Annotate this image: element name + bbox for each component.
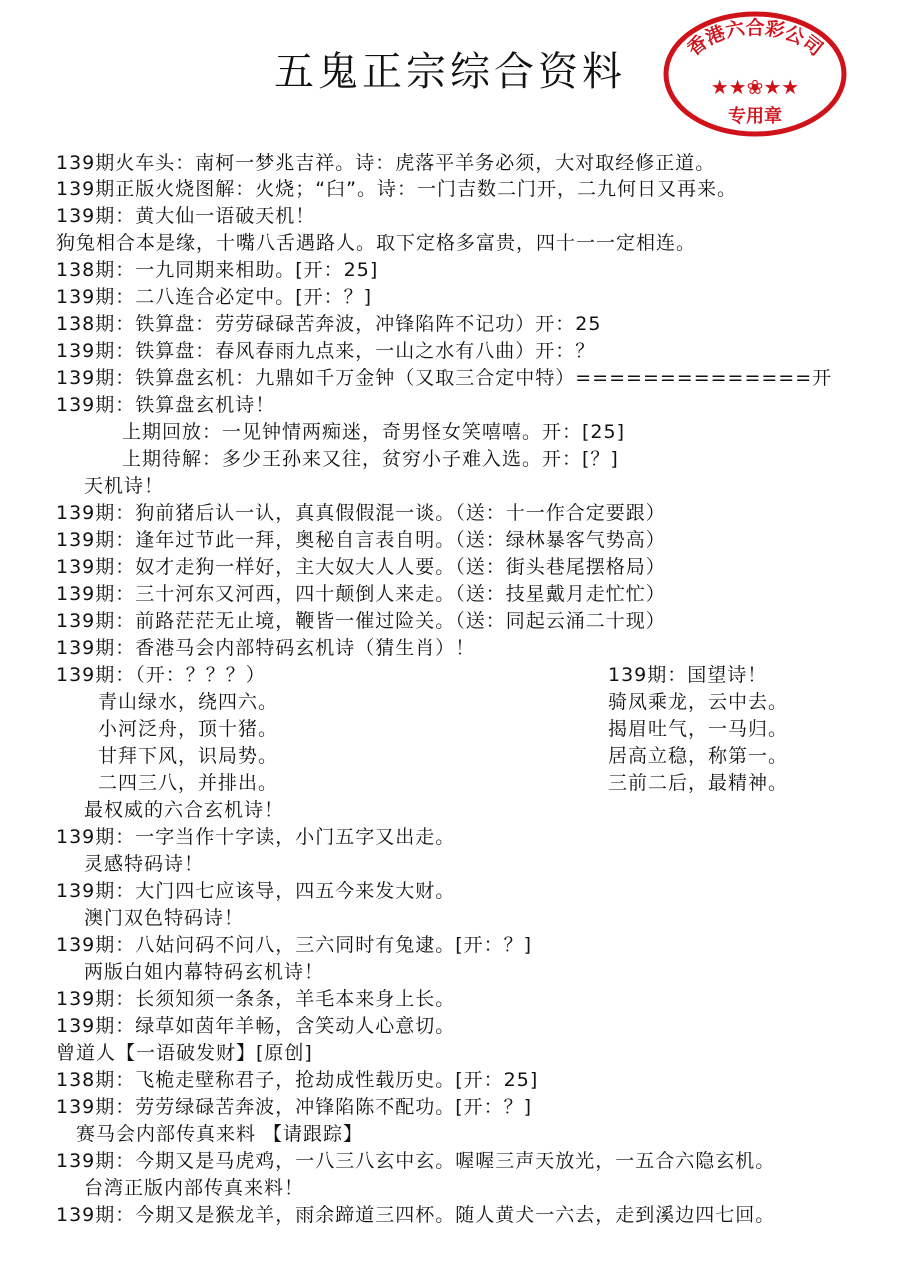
text-line: 二四三八，并排出。	[98, 772, 279, 794]
text-line: 最权威的六合玄机诗！	[84, 799, 285, 821]
text-line: 139期：前路茫茫无止境，鞭皆一催过险关。（送：同起云涌二十现）	[56, 610, 666, 632]
text-line: 上期回放：一见钟情两痴迷，奇男怪女笑嘻嘻。开：[25]	[122, 421, 626, 443]
text-line: 139期：铁算盘玄机诗！	[56, 394, 276, 416]
text-line: 赛马会内部传真来料 【请跟踪】	[76, 1123, 364, 1145]
text-line: 澳门双色特码诗！	[84, 907, 245, 929]
text-line: 139期火车头：南柯一梦兆吉祥。诗：虎落平羊务必须，大对取经修正道。	[56, 152, 716, 174]
text-line: 灵感特码诗！	[84, 853, 205, 875]
text-line: 天机诗！	[84, 475, 165, 497]
text-line: 139期：一字当作十字读，小门五字又出走。	[56, 826, 456, 848]
text-line: 揭眉吐气，一马归。	[608, 718, 789, 740]
text-line: 上期待解：多少王孙来又往，贫穷小子难入选。开：[？]	[122, 448, 619, 470]
text-line: 139期：二八连合必定中。[开：？]	[56, 286, 373, 308]
text-line: 139期：铁算盘玄机：九鼎如千万金钟（又取三合定中特）==============开	[56, 367, 833, 389]
text-line: 居高立稳，称第一。	[608, 745, 789, 767]
text-line: 138期：飞桅走壁称君子，抢劫成性载历史。[开：25]	[56, 1069, 539, 1091]
text-line: 139期：今期又是马虎鸡，一八三八玄中玄。喔喔三声天放光，一五合六隐玄机。	[56, 1150, 776, 1172]
text-line: 139期：绿草如茵年羊畅，含笑动人心意切。	[56, 1015, 456, 1037]
text-line: 两版白姐内幕特码玄机诗！	[84, 961, 325, 983]
text-line: 139期：大门四七应该导，四五今来发大财。	[56, 880, 456, 902]
text-line: 139期：长须知须一条条，羊毛本来身上长。	[56, 988, 456, 1010]
text-line: 骑凤乘龙，云中去。	[608, 691, 789, 713]
text-line: 台湾正版内部传真来料！	[84, 1177, 305, 1199]
text-line: 青山绿水，绕四六。	[98, 691, 279, 713]
company-seal	[662, 10, 848, 138]
text-line: 三前二后，最精神。	[608, 772, 789, 794]
page-title: 五鬼正宗综合资料	[274, 49, 626, 95]
text-line: 139期：狗前猪后认一认，真真假假混一谈。（送：十一作合定要跟）	[56, 502, 666, 524]
text-line: 139期：国望诗！	[608, 664, 768, 686]
text-line: 狗兔相合本是缘，十嘴八舌遇路人。取下定格多富贵，四十一一定相连。	[56, 232, 697, 254]
text-line: 139期：铁算盘：春风春雨九点来，一山之水有八曲）开：？	[56, 340, 596, 362]
text-line: 小河泛舟，顶十猪。	[98, 718, 279, 740]
text-line: 甘拜下风，识局势。	[98, 745, 279, 767]
text-line: 138期：一九同期来相助。[开：25]	[56, 259, 379, 281]
text-line: 139期：今期又是猴龙羊，雨余蹄道三四杯。随人黄犬一六去，走到溪边四七回。	[56, 1204, 776, 1226]
text-line: 曾道人【一语破发财】[原创]	[56, 1042, 313, 1064]
text-line: 139期：逢年过节此一拜，奥秘自言表自明。（送：绿林暴客气势高）	[56, 529, 666, 551]
text-line: 139期：八姑问码不问八，三六同时有兔逮。[开：？]	[56, 934, 533, 956]
text-line: 139期正版火烧图解：火烧；“臼”。诗：一门吉数二门开，二九何日又再来。	[56, 178, 737, 200]
text-line: 139期：香港马会内部特码玄机诗（猜生肖）！	[56, 637, 476, 659]
text-line: 138期：铁算盘：劳劳碌碌苦奔波，冲锋陷阵不记功）开：25	[56, 313, 602, 335]
text-line: 139期：奴才走狗一样好，主大奴大人人要。（送：街头巷尾摆格局）	[56, 556, 666, 578]
text-line: 139期：黄大仙一语破天机！	[56, 205, 316, 227]
text-line: 139期：三十河东又河西，四十颠倒人来走。（送：技星戴月走忙忙）	[56, 583, 666, 605]
seal-bottom-text: 专用章	[728, 106, 782, 127]
text-line: 139期：劳劳绿碌苦奔波，冲锋陷陈不配功。[开：？]	[56, 1096, 533, 1118]
seal-arc-text: 香港六合彩公司	[683, 17, 827, 61]
seal-stars: ★★❀★★	[710, 75, 800, 99]
text-line: 139期：（开：？？？）	[56, 664, 266, 686]
